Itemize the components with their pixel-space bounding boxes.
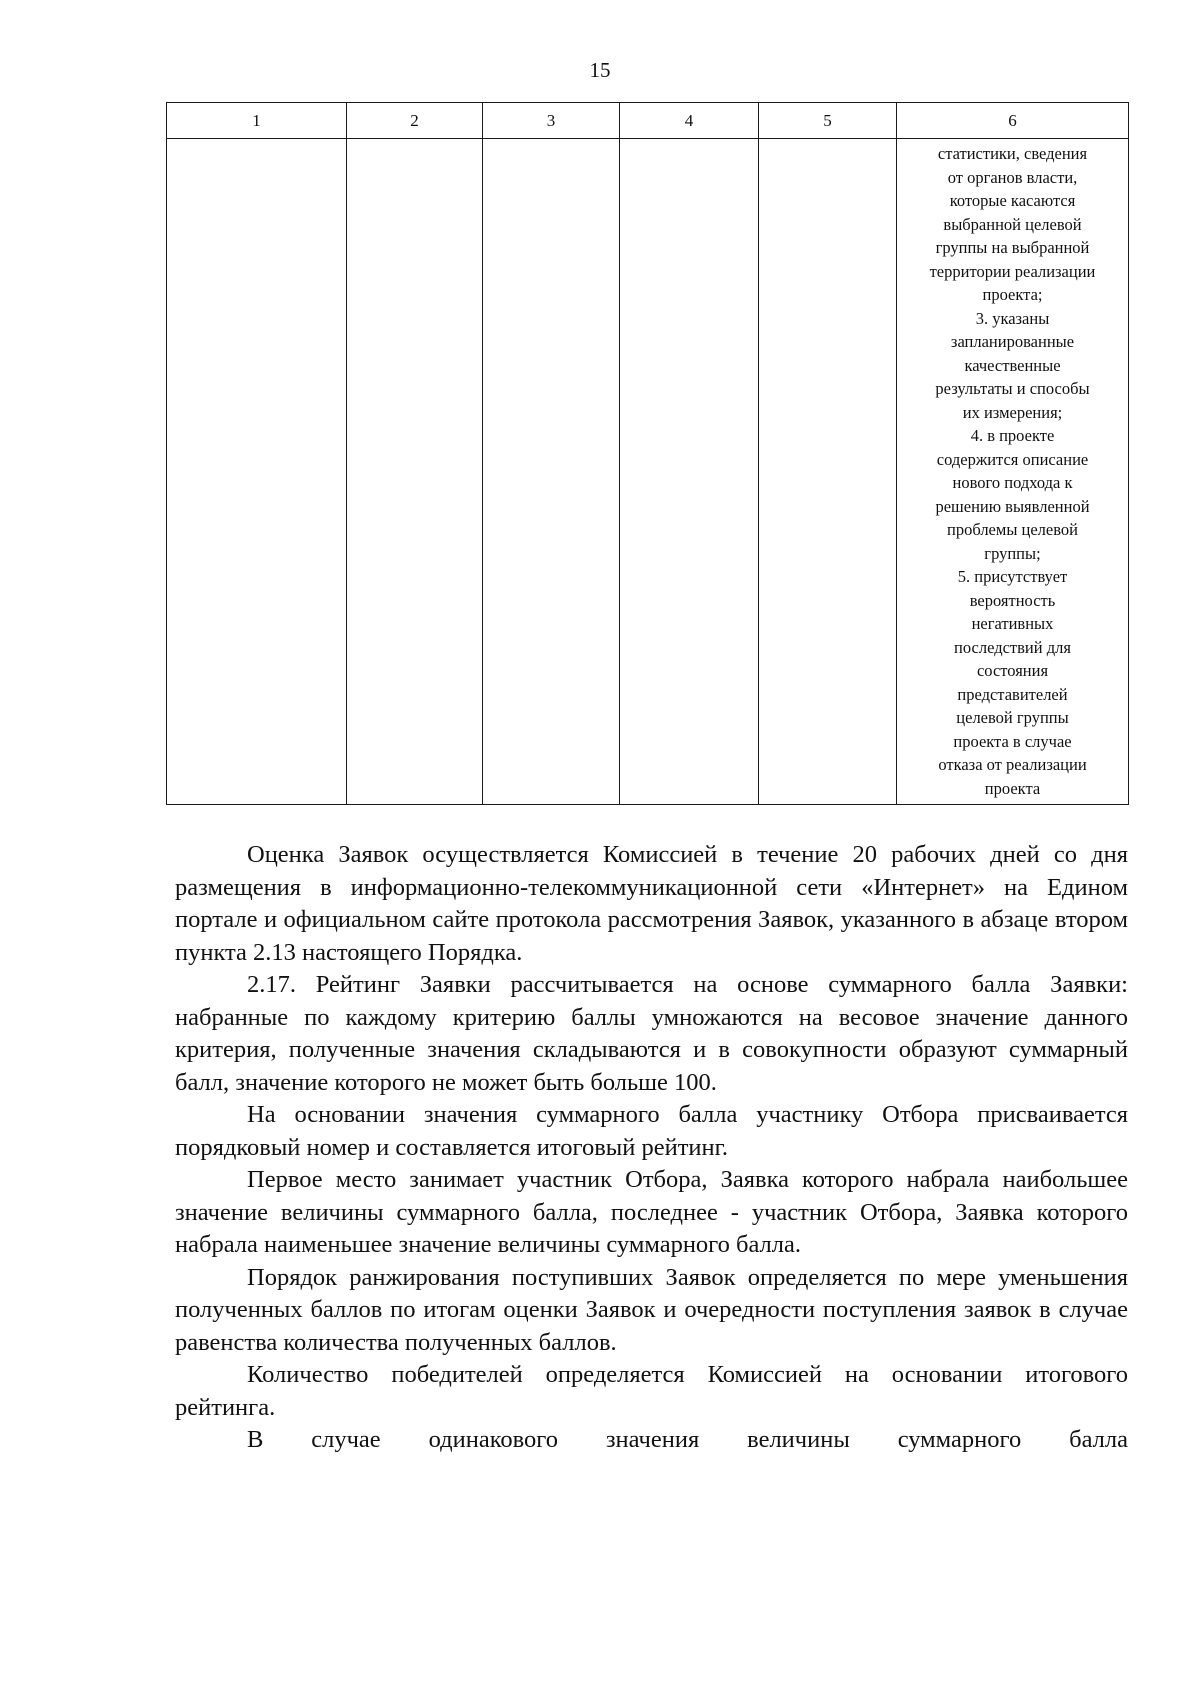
table-header-row — [167, 103, 1129, 139]
table-cell-col-4 — [620, 139, 759, 805]
table-header-col-5: 5 — [759, 103, 897, 139]
paragraph-equal-score: В случае одинакового значения величины суммарного балла — [247, 1426, 1128, 1453]
table-header-col-4: 4 — [620, 103, 759, 139]
document-body — [175, 839, 1128, 1457]
paragraph-ranking-order: Порядок ранжирования поступивших Заявок определяется по мере уменьшения полученных баллов по итогам оценки Заявок и очередности поступления заявок в случае равенства количества полученных баллов. — [175, 1263, 1128, 1356]
table-cell-col-2 — [347, 139, 483, 805]
paragraph-rating-calculation: 2.17. Рейтинг Заявки рассчитывается на основе суммарного балла Заявки: набранные по каждому критерию баллы умножаются на весовое значение данного критерия, полученные значения складываются и в совокупности образуют суммарный балл, значение которого не может быть больше 100. — [175, 971, 1128, 1096]
table-header-col-6: 6 — [897, 103, 1129, 139]
paragraph-rank-assignment: На основании значения суммарного балла участнику Отбора присваивается порядковый номер и составляется итоговый рейтинг. — [175, 1101, 1128, 1161]
table-cell-col-1 — [167, 139, 347, 805]
table-cell-col-3 — [483, 139, 620, 805]
table-header-col-3: 3 — [483, 103, 620, 139]
table-header-col-1: 1 — [167, 103, 347, 139]
paragraph-evaluation-period: Оценка Заявок осуществляется Комиссией в течение 20 рабочих дней со дня размещения в информационно-телекоммуникационной сети «Интернет» на Едином портале и официальном сайте протокола рассмотрения Заявок, указанного в абзаце втором пункта 2.13 настоящего Порядка. — [175, 841, 1128, 966]
criteria-table — [166, 102, 1129, 805]
criteria-description: статистики, сведения от органов власти, которые касаются выбранной целевой группы на выбранной территории реализации проекта; 3. указаны запланированные качественные результаты и способы их измерения; 4. в проекте содержится описание нового подхода к решению выявленной проблемы целевой группы; 5. присутствует вероятность негативных последствий для состояния представителей целевой группы проекта в случае отказа от реализации проекта — [929, 144, 1096, 798]
table-cell-col-6 — [897, 139, 1129, 805]
paragraph-winners-count: Количество победителей определяется Комиссией на основании итогового рейтинга. — [175, 1361, 1128, 1421]
table-header-col-2: 2 — [347, 103, 483, 139]
page-number: 15 — [589, 58, 611, 82]
paragraph-first-place: Первое место занимает участник Отбора, Заявка которого набрала наибольшее значение величины суммарного балла, последнее - участник Отбора, Заявка которого набрала наименьшее значение величины суммарного балла. — [175, 1166, 1128, 1258]
table-row — [167, 139, 1129, 805]
table-cell-col-5 — [759, 139, 897, 805]
